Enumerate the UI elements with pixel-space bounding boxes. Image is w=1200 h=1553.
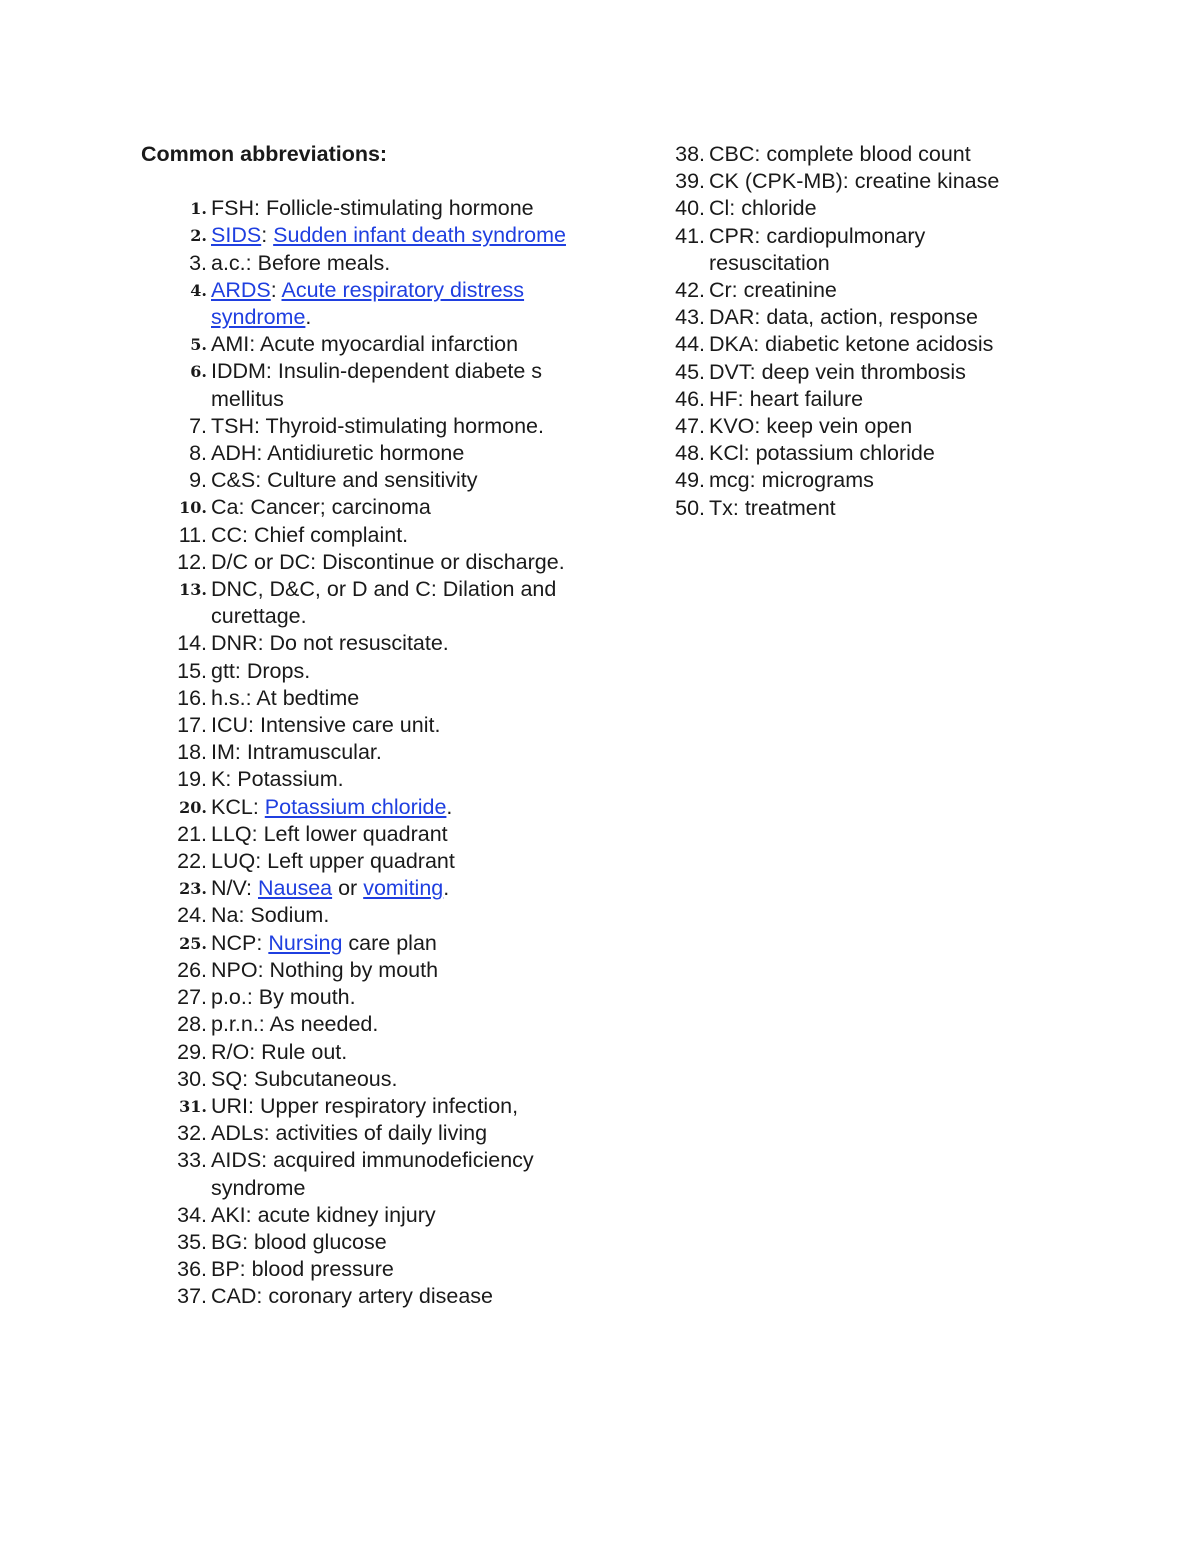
list-item-text (705, 304, 1048, 331)
list-item (137, 766, 581, 793)
list-item-text (207, 250, 581, 277)
list-item-text (207, 902, 581, 929)
list-item-number: 6. (190, 362, 207, 382)
list-item-number: 10. (179, 498, 207, 518)
text-span: : (270, 277, 282, 302)
text-span: URI: Upper respiratory infection, (211, 1093, 519, 1118)
list-item-text (705, 141, 1048, 168)
list-item-text (705, 386, 1048, 413)
text-span: CBC: complete blood count (709, 142, 971, 166)
list-item-text (207, 277, 581, 331)
list-item (668, 195, 1048, 222)
list-item-number: 42. (675, 278, 705, 303)
list-item-number: 29. (177, 1039, 207, 1064)
text-span: BG: blood glucose (211, 1229, 387, 1254)
list-item-number: 22. (177, 849, 207, 874)
text-span: NCP: (211, 930, 269, 955)
text-span: LLQ: Left lower quadrant (211, 821, 448, 846)
list-item-text (207, 440, 581, 467)
list-item (668, 331, 1048, 358)
text-span: gtt: Drops. (211, 658, 311, 683)
text-span: . (305, 305, 312, 330)
list-item (137, 1011, 581, 1038)
list-item-text (207, 848, 581, 875)
left-column (141, 141, 581, 1311)
text-span: KCL: (211, 794, 265, 819)
list-item-number: 20. (179, 797, 207, 817)
list-item (137, 549, 581, 576)
list-item (137, 440, 581, 467)
list-item-text (705, 223, 1048, 277)
hyperlink[interactable]: ARDS (211, 277, 271, 302)
list-item-text (207, 1147, 581, 1201)
list-item-text (207, 1202, 581, 1229)
list-item-number: 4. (190, 280, 207, 300)
list-item-text (207, 766, 581, 793)
list-item-text (207, 821, 581, 848)
list-item-text (207, 549, 581, 576)
list-item (137, 875, 581, 902)
list-item-text (207, 1011, 581, 1038)
hyperlink[interactable]: SIDS (211, 223, 262, 248)
list-item-text (207, 576, 581, 630)
list-item (137, 1066, 581, 1093)
list-item (668, 223, 1048, 277)
list-item (668, 495, 1048, 522)
list-item-number: 35. (177, 1229, 207, 1254)
list-item-number: 49. (675, 468, 705, 493)
list-item (137, 195, 581, 222)
list-item-text (705, 413, 1048, 440)
list-item (668, 386, 1048, 413)
list-item-text (207, 1039, 581, 1066)
list-item-number: 33. (177, 1148, 207, 1173)
list-item-number: 19. (177, 767, 207, 792)
list-item (137, 1093, 581, 1120)
list-item-number: 47. (675, 414, 705, 439)
list-item-number: 43. (675, 305, 705, 330)
text-span: ADH: Antidiuretic hormone (211, 441, 465, 466)
list-item (137, 250, 581, 277)
text-span: care plan (342, 930, 437, 955)
text-span: p.r.n.: As needed. (211, 1012, 379, 1037)
text-span: HF: heart failure (709, 386, 864, 411)
list-item-text (705, 440, 1048, 467)
list-item-number: 1. (190, 199, 207, 219)
text-span: NPO: Nothing by mouth (211, 957, 439, 982)
list-item-text (207, 794, 581, 821)
list-item-number: 16. (177, 685, 207, 710)
list-item-number: 24. (177, 903, 207, 928)
list-item-text (207, 1120, 581, 1147)
list-item-text (207, 1229, 581, 1256)
text-span: IDDM: Insulin-dependent diabete s mellitus (211, 359, 543, 411)
list-item (668, 141, 1048, 168)
text-span: p.o.: By mouth. (211, 985, 356, 1010)
list-item-number: 21. (177, 821, 207, 846)
list-item-number: 18. (177, 740, 207, 765)
text-span: AMI: Acute myocardial infarction (211, 332, 519, 357)
list-item (137, 1202, 581, 1229)
list-item-text (207, 331, 581, 358)
list-item-number: 30. (177, 1066, 207, 1091)
hyperlink[interactable]: Nausea (258, 876, 333, 901)
text-span: KVO: keep vein open (709, 414, 913, 439)
list-item (137, 712, 581, 739)
list-item (137, 522, 581, 549)
list-item-number: 2. (190, 226, 207, 246)
list-item (137, 794, 581, 821)
abbreviation-list-right (668, 141, 1048, 522)
list-item-number: 3. (189, 250, 207, 275)
list-item (668, 413, 1048, 440)
text-span: LUQ: Left upper quadrant (211, 849, 455, 874)
text-span: N/V: (211, 876, 258, 901)
list-item-number: 11. (178, 522, 207, 547)
list-item (668, 304, 1048, 331)
list-item-text (207, 957, 581, 984)
text-span: BP: blood pressure (211, 1257, 394, 1282)
list-item-number: 13. (179, 580, 207, 600)
text-span: SQ: Subcutaneous. (211, 1066, 398, 1091)
text-span: CPR: cardiopulmonary resuscitation (709, 223, 926, 275)
text-span: Tx: treatment (709, 495, 836, 520)
list-item (137, 848, 581, 875)
list-item (668, 277, 1048, 304)
text-span: a.c.: Before meals. (211, 250, 391, 275)
list-item (137, 957, 581, 984)
list-item-text (207, 1283, 581, 1310)
list-item-text (705, 277, 1048, 304)
list-item-number: 38. (675, 142, 705, 166)
list-item-text (207, 1066, 581, 1093)
list-item (137, 984, 581, 1011)
list-item (668, 467, 1048, 494)
list-item (137, 630, 581, 657)
text-span: DNC, D&C, or D and C: Dilation and curettage. (211, 577, 557, 629)
list-item (137, 1039, 581, 1066)
list-item-text (207, 1093, 581, 1120)
right-column (668, 141, 1048, 522)
list-item (137, 413, 581, 440)
list-item (137, 902, 581, 929)
list-item (137, 467, 581, 494)
list-item-number: 5. (190, 335, 207, 355)
hyperlink[interactable]: vomiting (363, 876, 444, 901)
list-item-text (207, 522, 581, 549)
list-item (137, 930, 581, 957)
text-span: R/O: Rule out. (211, 1039, 348, 1064)
text-span: h.s.: At bedtime (211, 685, 360, 710)
text-span: DVT: deep vein thrombosis (709, 359, 966, 384)
list-item (137, 685, 581, 712)
text-span: CC: Chief complaint. (211, 522, 409, 547)
list-item (137, 1120, 581, 1147)
list-item-number: 45. (675, 359, 705, 384)
text-span: IM: Intramuscular. (211, 740, 382, 765)
text-span: Cl: chloride (709, 196, 817, 221)
list-item (137, 494, 581, 521)
list-item-number: 26. (177, 957, 207, 982)
list-item (668, 168, 1048, 195)
list-item-text (705, 168, 1048, 195)
list-item-text (207, 358, 581, 412)
list-item (137, 358, 581, 412)
list-item-text (207, 930, 581, 957)
list-item-text (207, 494, 581, 521)
text-span: mcg: micrograms (709, 468, 874, 493)
list-item-number: 36. (177, 1257, 207, 1282)
text-span: Cr: creatinine (709, 278, 837, 303)
text-span: DKA: diabetic ketone acidosis (709, 332, 994, 357)
list-item (668, 359, 1048, 386)
list-item-number: 28. (177, 1012, 207, 1037)
list-item-text (705, 467, 1048, 494)
list-item-text (207, 739, 581, 766)
list-item-text (705, 359, 1048, 386)
list-item-number: 9. (189, 468, 207, 493)
list-item-number: 17. (177, 713, 207, 738)
list-item-text (207, 875, 581, 902)
text-span: ADLs: activities of daily living (211, 1121, 488, 1146)
list-item-number: 31. (179, 1096, 207, 1116)
list-item-text (207, 685, 581, 712)
list-item-text (207, 467, 581, 494)
list-item-number: 15. (177, 658, 207, 683)
list-item-number: 46. (675, 386, 705, 411)
list-item-number: 37. (177, 1284, 207, 1309)
list-item-text (207, 195, 581, 222)
text-span: Na: Sodium. (211, 903, 330, 928)
list-item-text (207, 658, 581, 685)
list-item-number: 12. (177, 549, 207, 574)
list-item-number: 8. (189, 441, 207, 466)
list-item-text (705, 331, 1048, 358)
text-span: or (332, 876, 364, 901)
list-item-number: 39. (675, 169, 705, 194)
text-span: CK (CPK-MB): creatine kinase (709, 169, 1000, 194)
text-span: D/C or DC: Discontinue or discharge. (211, 549, 565, 574)
page-title: Common abbreviations: (141, 142, 388, 166)
list-item-number: 34. (177, 1202, 207, 1227)
list-item-number: 7. (189, 413, 207, 438)
list-item-number: 40. (675, 196, 705, 221)
text-span: DAR: data, action, response (709, 305, 978, 330)
list-item (137, 331, 581, 358)
list-item (137, 821, 581, 848)
list-item-text (207, 222, 581, 249)
list-item-number: 32. (177, 1121, 207, 1146)
text-span: C&S: Culture and sensitivity (211, 468, 478, 493)
list-item-number: 44. (675, 332, 705, 357)
hyperlink[interactable]: Sudden infant death syndrome (273, 223, 566, 248)
text-span: : (261, 223, 274, 248)
list-item (137, 1147, 581, 1201)
text-span: ICU: Intensive care unit. (211, 713, 441, 738)
list-item-number: 50. (675, 495, 705, 520)
text-span: AIDS: acquired immunodeficiency syndrome (211, 1148, 534, 1200)
list-item-text (705, 495, 1048, 522)
list-item-number: 27. (177, 985, 207, 1010)
list-item (137, 576, 581, 630)
text-span: DNR: Do not resuscitate. (211, 631, 449, 656)
text-span: Ca: Cancer; carcinoma (211, 495, 431, 520)
list-item-number: 14. (177, 631, 207, 656)
list-item-text (207, 984, 581, 1011)
text-span: TSH: Thyroid-stimulating hormone. (211, 413, 544, 438)
list-item (137, 1283, 581, 1310)
list-item-text (207, 1256, 581, 1283)
list-item-number: 48. (675, 441, 705, 466)
list-item-text (207, 630, 581, 657)
abbreviation-list-left (137, 195, 581, 1310)
list-item-number: 23. (179, 879, 207, 899)
list-item (137, 658, 581, 685)
list-item (137, 1229, 581, 1256)
hyperlink[interactable]: Nursing (268, 930, 343, 955)
text-span: KCl: potassium chloride (709, 441, 935, 466)
text-span: . (446, 794, 453, 819)
list-item-number: 25. (179, 933, 207, 953)
text-span: FSH: Follicle-stimulating hormone (211, 196, 534, 221)
list-item (668, 440, 1048, 467)
hyperlink[interactable]: Acute respiratory distress syndrome (211, 277, 525, 330)
text-span: K: Potassium. (211, 767, 344, 792)
list-item (137, 222, 581, 249)
list-item (137, 739, 581, 766)
list-item (137, 277, 581, 331)
text-span: . (443, 876, 450, 901)
list-item-text (705, 195, 1048, 222)
hyperlink[interactable]: Potassium chloride (264, 794, 447, 819)
list-item-text (207, 413, 581, 440)
list-item-text (207, 712, 581, 739)
list-item (137, 1256, 581, 1283)
text-span: AKI: acute kidney injury (211, 1202, 436, 1227)
text-span: CAD: coronary artery disease (211, 1284, 493, 1309)
list-item-number: 41. (675, 223, 705, 248)
